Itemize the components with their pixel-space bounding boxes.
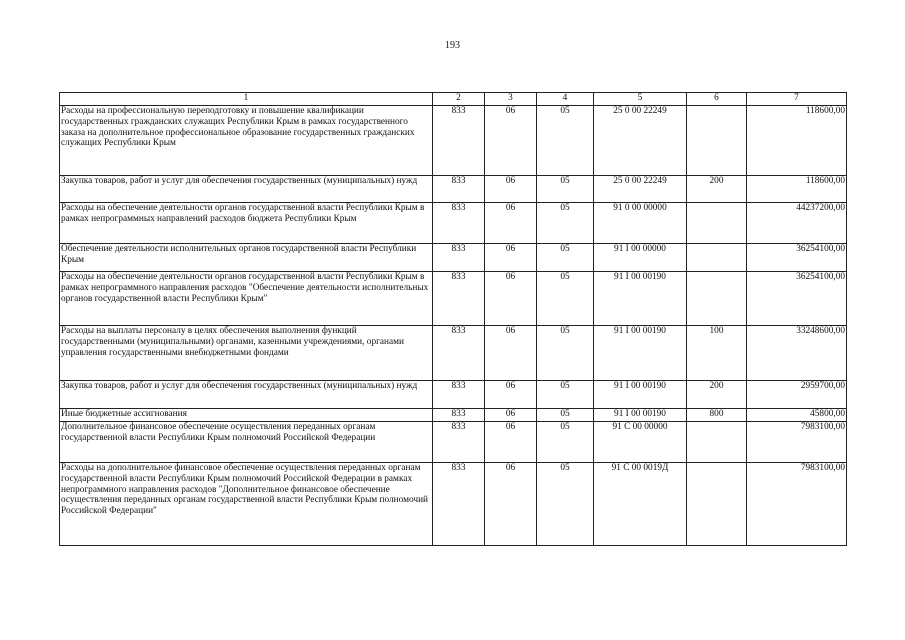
row-col-5: 91 С 00 0019Д [594, 463, 687, 546]
row-amount: 118600,00 [747, 106, 847, 176]
row-col-2: 833 [433, 422, 485, 463]
row-amount: 118600,00 [747, 176, 847, 203]
row-col-4: 05 [537, 409, 594, 422]
row-col-5: 91 I 00 00190 [594, 326, 687, 381]
row-description: Расходы на выплаты персоналу в целях обеспечения выполнения функций государственными (муниципальными) органами, казенными учреждениями, органами управления государственными внебюджетными фондами [60, 326, 433, 381]
row-col-3: 06 [485, 176, 537, 203]
table-row [60, 244, 847, 272]
row-col-5: 91 I 00 00000 [594, 244, 687, 272]
column-header-7: 7 [747, 93, 847, 106]
row-description: Закупка товаров, работ и услуг для обеспечения государственных (муниципальных) нужд [60, 381, 433, 409]
row-col-3: 06 [485, 422, 537, 463]
row-col-3: 06 [485, 463, 537, 546]
row-description: Обеспечение деятельности исполнительных органов государственной власти Республики Крым [60, 244, 433, 272]
row-col-6: 100 [687, 326, 747, 381]
row-col-3: 06 [485, 272, 537, 326]
table-row [60, 272, 847, 326]
row-col-6 [687, 422, 747, 463]
row-col-4: 05 [537, 326, 594, 381]
row-amount: 2959700,00 [747, 381, 847, 409]
table-body [60, 106, 847, 546]
column-header-6: 6 [687, 93, 747, 106]
budget-table [59, 92, 847, 546]
row-description: Расходы на профессиональную переподготовку и повышение квалификации государственных гражданских служащих Республики Крым в рамках государственного заказа на дополнительное профессиональное образование государственных гражданских служащих Республики Крым [60, 106, 433, 176]
row-amount: 44237200,00 [747, 203, 847, 244]
column-header-4: 4 [537, 93, 594, 106]
row-col-4: 05 [537, 106, 594, 176]
row-description: Расходы на обеспечение деятельности органов государственной власти Республики Крым в рамках непрограммных направлений расходов бюджета Республики Крым [60, 203, 433, 244]
row-col-5: 91 0 00 00000 [594, 203, 687, 244]
row-col-4: 05 [537, 272, 594, 326]
table-row [60, 463, 847, 546]
table-row [60, 176, 847, 203]
table-row [60, 106, 847, 176]
row-col-4: 05 [537, 422, 594, 463]
row-col-2: 833 [433, 272, 485, 326]
table-row [60, 422, 847, 463]
row-col-6: 800 [687, 409, 747, 422]
row-description: Дополнительное финансовое обеспечение осуществления переданных органам государственной власти Республики Крым полномочий Российской Федерации [60, 422, 433, 463]
row-col-2: 833 [433, 176, 485, 203]
row-col-5: 91 С 00 00000 [594, 422, 687, 463]
page-number: 193 [445, 40, 460, 51]
row-amount: 7983100,00 [747, 463, 847, 546]
row-col-4: 05 [537, 176, 594, 203]
row-col-5: 25 0 00 22249 [594, 106, 687, 176]
row-amount: 36254100,00 [747, 272, 847, 326]
header-row [60, 93, 847, 106]
row-col-2: 833 [433, 326, 485, 381]
row-description: Закупка товаров, работ и услуг для обеспечения государственных (муниципальных) нужд [60, 176, 433, 203]
row-col-3: 06 [485, 326, 537, 381]
row-col-6 [687, 106, 747, 176]
row-col-2: 833 [433, 244, 485, 272]
row-amount: 7983100,00 [747, 422, 847, 463]
row-col-2: 833 [433, 106, 485, 176]
row-col-5: 91 I 00 00190 [594, 409, 687, 422]
row-col-4: 05 [537, 381, 594, 409]
table-row [60, 203, 847, 244]
table-row [60, 409, 847, 422]
row-col-4: 05 [537, 203, 594, 244]
column-header-2: 2 [433, 93, 485, 106]
row-col-5: 91 I 00 00190 [594, 381, 687, 409]
row-col-2: 833 [433, 463, 485, 546]
row-col-4: 05 [537, 463, 594, 546]
column-header-1: 1 [60, 93, 433, 106]
row-description: Расходы на обеспечение деятельности органов государственной власти Республики Крым в рамках непрограммного направления расходов "Обеспечение деятельности исполнительных органов государственной власти Республики Крым" [60, 272, 433, 326]
row-amount: 36254100,00 [747, 244, 847, 272]
row-col-6: 200 [687, 381, 747, 409]
row-col-6 [687, 272, 747, 326]
row-description: Расходы на дополнительное финансовое обеспечение осуществления переданных органам государственной власти Республики Крым полномочий Российской Федерации в рамках непрограммного направления расходов "Дополнительное финансовое обеспечение осуществления переданных органам государственной власти Республики Крым полномочий Российской Федерации" [60, 463, 433, 546]
row-col-3: 06 [485, 203, 537, 244]
row-amount: 45800,00 [747, 409, 847, 422]
table-row [60, 326, 847, 381]
row-col-6: 200 [687, 176, 747, 203]
column-header-3: 3 [485, 93, 537, 106]
row-description: Иные бюджетные ассигнования [60, 409, 433, 422]
row-col-6 [687, 203, 747, 244]
row-col-3: 06 [485, 244, 537, 272]
row-col-3: 06 [485, 409, 537, 422]
row-col-5: 91 I 00 00190 [594, 272, 687, 326]
row-col-2: 833 [433, 381, 485, 409]
row-col-3: 06 [485, 106, 537, 176]
row-col-4: 05 [537, 244, 594, 272]
table-row [60, 381, 847, 409]
row-col-2: 833 [433, 409, 485, 422]
row-col-5: 25 0 00 22249 [594, 176, 687, 203]
row-col-3: 06 [485, 381, 537, 409]
row-amount: 33248600,00 [747, 326, 847, 381]
row-col-2: 833 [433, 203, 485, 244]
row-col-6 [687, 244, 747, 272]
row-col-6 [687, 463, 747, 546]
column-header-5: 5 [594, 93, 687, 106]
